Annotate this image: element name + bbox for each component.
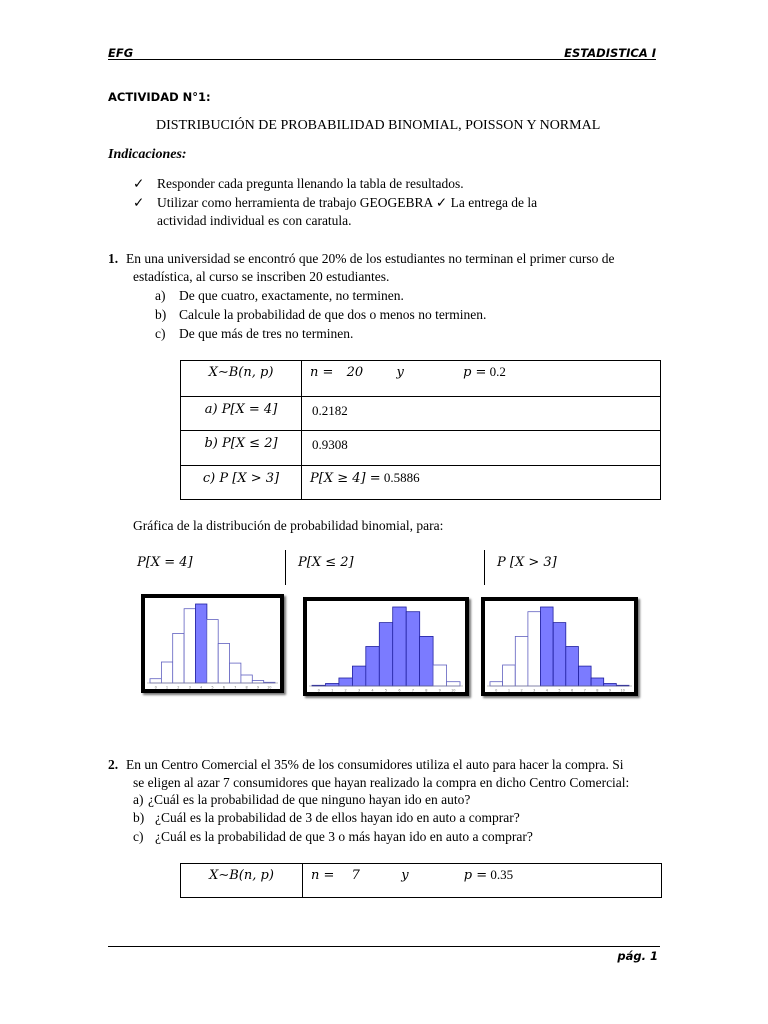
chart-tick-label: 5 bbox=[558, 688, 561, 692]
q1-item-text: De que cuatro, exactamente, no terminen. bbox=[179, 288, 404, 303]
chart-bar bbox=[379, 623, 393, 686]
q1-text-line2: estadística, al curso se inscriben 20 estudiantes. bbox=[133, 269, 390, 284]
chart-bar bbox=[528, 612, 541, 686]
chart-tick-label: 10 bbox=[620, 688, 625, 692]
chart-tick-label: 3 bbox=[357, 688, 361, 692]
header-left: EFG bbox=[108, 46, 134, 60]
q1-item-text: Calcule la probabilidad de que dos o menos no terminen. bbox=[179, 307, 487, 322]
chart-tick-label: 3 bbox=[533, 688, 536, 692]
chart-bar bbox=[541, 607, 554, 686]
chart-bar bbox=[196, 604, 207, 683]
chart-tick-label: 9 bbox=[608, 688, 612, 692]
chart-tick-label: 0 bbox=[154, 685, 157, 689]
q1-p-label: p = bbox=[463, 365, 487, 380]
chart-tick-label: 8 bbox=[425, 688, 428, 692]
chart-tick-label: 5 bbox=[211, 685, 214, 689]
indication-item: Responder cada pregunta llenando la tabla de resultados. bbox=[157, 176, 464, 191]
chart-tick-label: 1 bbox=[507, 688, 511, 692]
binomial-chart-1-svg bbox=[145, 598, 280, 689]
chart-bar bbox=[591, 678, 604, 686]
q2-p-value: 0.35 bbox=[490, 867, 514, 882]
chart-tick-label: 10 bbox=[451, 688, 456, 692]
chart-tick-label: 3 bbox=[188, 685, 191, 689]
chart-bar bbox=[218, 644, 229, 684]
chart-tick-label: 2 bbox=[520, 688, 523, 692]
chart-tick-label: 7 bbox=[583, 688, 586, 692]
q1-y-label: y bbox=[396, 365, 404, 380]
table-row bbox=[181, 431, 661, 466]
activity-title: ACTIVIDAD N°1: bbox=[108, 90, 211, 104]
binomial-chart-3 bbox=[481, 597, 638, 696]
chart-bar bbox=[579, 666, 592, 686]
chart-tick-label: 7 bbox=[411, 688, 415, 692]
chart-tick-label: 4 bbox=[371, 688, 374, 692]
graph-caption: Gráfica de la distribución de probabilidad binomial, para: bbox=[133, 518, 444, 533]
chart-tick-label: 8 bbox=[245, 685, 248, 689]
graph-separator bbox=[285, 550, 286, 585]
footer-divider bbox=[108, 946, 660, 947]
header-right: ESTADISTICA I bbox=[564, 46, 656, 60]
q2-text-line1: En un Centro Comercial el 35% de los consumidores utiliza el auto para hacer la compra. Si bbox=[126, 757, 624, 772]
chart-bar bbox=[352, 666, 366, 686]
chart-tick-label: 5 bbox=[384, 688, 388, 692]
chart-tick-label: 6 bbox=[570, 688, 574, 692]
q1-row-c-value: 0.5886 bbox=[383, 470, 420, 485]
chart-bar bbox=[433, 665, 447, 686]
q1-row-b-label: b) P[X ≤ 2] bbox=[204, 436, 278, 451]
chart-tick-label: 1 bbox=[331, 688, 334, 692]
check-icon: ✓ bbox=[133, 195, 145, 210]
chart-bar bbox=[490, 682, 503, 686]
q2-number: 2. bbox=[108, 757, 119, 772]
chart-tick-label: 2 bbox=[177, 685, 180, 689]
q2-item-text: ¿Cuál es la probabilidad de que ninguno hayan ido en auto? bbox=[148, 792, 471, 807]
chart-bar bbox=[184, 609, 195, 683]
indication-item: actividad individual es con caratula. bbox=[157, 213, 352, 228]
chart-bar bbox=[566, 647, 579, 687]
chart-tick-label: 4 bbox=[545, 688, 549, 692]
table-row bbox=[181, 397, 661, 431]
q2-y-label: y bbox=[401, 868, 409, 883]
chart-tick-label: 0 bbox=[317, 688, 320, 692]
q1-item-label: b) bbox=[155, 307, 167, 322]
chart-tick-label: 7 bbox=[234, 685, 237, 689]
chart-tick-label: 8 bbox=[596, 688, 599, 692]
chart-bar bbox=[173, 633, 184, 683]
q1-row-c-label: c) P [X > 3] bbox=[202, 471, 280, 486]
chart-bar bbox=[553, 623, 566, 686]
chart-tick-label: 6 bbox=[222, 685, 226, 689]
graph-label-1: P[X = 4] bbox=[137, 555, 193, 570]
binomial-chart-3-svg bbox=[485, 601, 634, 692]
q2-item-label: c) bbox=[133, 829, 144, 844]
chart-tick-label: 10 bbox=[267, 685, 272, 689]
graph-label-3: P [X > 3] bbox=[497, 555, 557, 570]
page-number: pág. 1 bbox=[617, 949, 658, 963]
q2-text-line2: se eligen al azar 7 consumidores que hayan realizado la compra en dicho Centro Comercial: bbox=[133, 775, 630, 790]
q1-text-line1: En una universidad se encontró que 20% de los estudiantes no terminan el primer curso de bbox=[126, 251, 615, 266]
chart-bar bbox=[503, 665, 516, 686]
chart-tick-label: 4 bbox=[199, 685, 203, 689]
chart-bar bbox=[406, 612, 420, 686]
chart-bar bbox=[420, 636, 434, 686]
q1-n-label: n = bbox=[310, 365, 334, 380]
chart-bar bbox=[161, 662, 172, 683]
page-subtitle: DISTRIBUCIÓN DE PROBABILIDAD BINOMIAL, POISSON Y NORMAL bbox=[156, 118, 601, 133]
chart-tick-label: 0 bbox=[495, 688, 498, 692]
chart-tick-label: 9 bbox=[256, 685, 260, 689]
q1-p-value: 0.2 bbox=[489, 364, 506, 379]
q2-item-label: a) bbox=[133, 792, 144, 807]
chart-bar bbox=[326, 684, 340, 687]
chart-bar bbox=[604, 684, 617, 687]
q1-number: 1. bbox=[108, 251, 119, 266]
q1-row-a-label: a) P[X = 4] bbox=[204, 402, 278, 417]
chart-tick-label: 1 bbox=[165, 685, 169, 689]
chart-tick-label: 2 bbox=[344, 688, 347, 692]
q1-row-a-value: 0.2182 bbox=[312, 403, 348, 418]
binomial-chart-1 bbox=[141, 594, 284, 693]
q1-row-c-math: P[X ≥ 4] = bbox=[310, 471, 381, 486]
chart-bar bbox=[150, 679, 161, 683]
table-row bbox=[181, 466, 661, 500]
q1-results-table bbox=[180, 360, 661, 500]
q2-p-label: p = bbox=[463, 868, 488, 883]
q1-item-label: c) bbox=[155, 326, 166, 341]
q1-row-b-value: 0.9308 bbox=[312, 437, 348, 452]
chart-bar bbox=[207, 620, 218, 683]
q1-dist-label: X∼B(n, p) bbox=[208, 365, 274, 380]
graph-label-2: P[X ≤ 2] bbox=[298, 555, 354, 570]
chart-bar bbox=[366, 647, 380, 687]
chart-tick-label: 6 bbox=[398, 688, 401, 692]
chart-bar bbox=[515, 636, 528, 686]
chart-bar bbox=[339, 678, 353, 686]
q2-item-text: ¿Cuál es la probabilidad de 3 de ellos hayan ido en auto a comprar? bbox=[155, 810, 520, 825]
indications-heading: Indicaciones: bbox=[108, 147, 187, 162]
chart-tick-label: 9 bbox=[438, 688, 441, 692]
q2-n-value: 7 bbox=[351, 868, 360, 883]
graph-separator bbox=[484, 550, 485, 585]
q2-dist-label: X∼B(n, p) bbox=[209, 868, 274, 883]
binomial-chart-2 bbox=[303, 597, 469, 696]
header-divider bbox=[108, 59, 656, 60]
q2-results-table bbox=[180, 863, 662, 898]
q1-item-text: De que más de tres no terminen. bbox=[179, 326, 354, 341]
check-icon: ✓ bbox=[133, 176, 145, 191]
indication-item: Utilizar como herramienta de trabajo GEOGEBRA ✓ La entrega de la bbox=[157, 195, 538, 210]
q2-item-label: b) bbox=[133, 810, 145, 825]
chart-bar bbox=[447, 682, 461, 686]
q1-n-value: 20 bbox=[346, 365, 364, 380]
q2-n-label: n = bbox=[311, 868, 335, 883]
chart-bar bbox=[393, 607, 407, 686]
q1-item-label: a) bbox=[155, 288, 166, 303]
binomial-chart-2-svg bbox=[307, 601, 465, 692]
chart-bar bbox=[241, 675, 252, 683]
chart-bar bbox=[252, 681, 263, 684]
chart-bar bbox=[230, 663, 241, 683]
q2-item-text: ¿Cuál es la probabilidad de que 3 o más hayan ido en auto a comprar? bbox=[155, 829, 533, 844]
